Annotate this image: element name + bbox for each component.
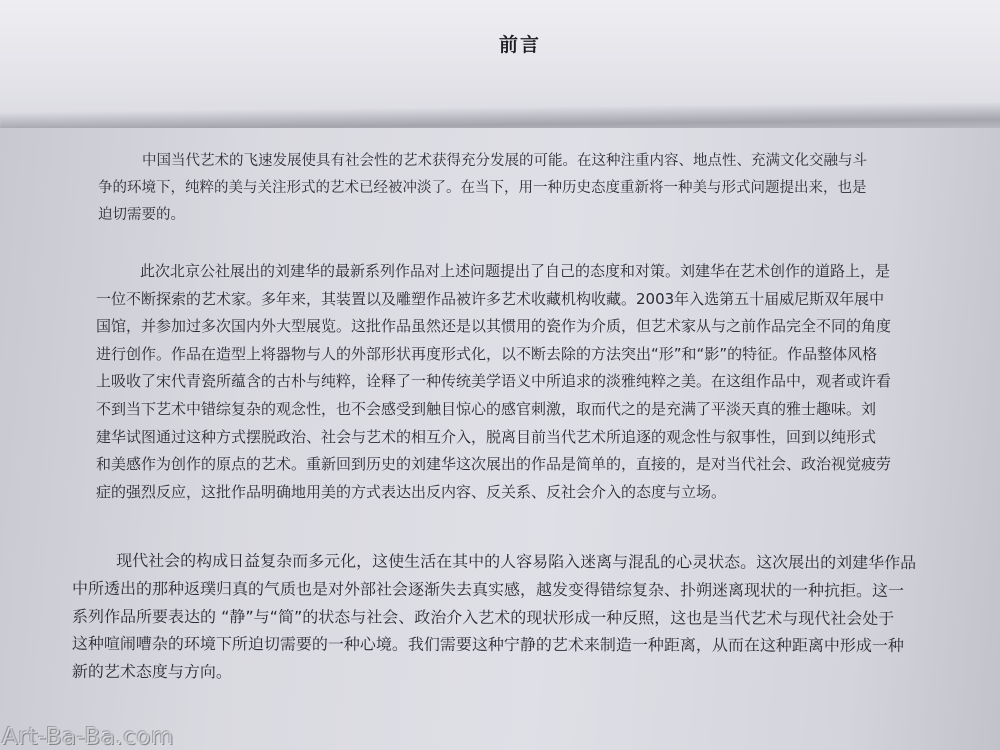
paragraph-line: 上吸收了宋代青瓷所蕴含的古朴与纯粹，诠释了一种传统美学语义中所追求的淡雅纯粹之美。在这组作品中，观者或许看 [96,372,892,391]
paragraph-line: 和美感作为创作的原点的艺术。重新回到历史的刘建华这次展出的作品是简单的，直接的，是对当代社会、政治视觉疲劳 [96,455,892,474]
paragraph-line: 此次北京公社展出的刘建华的最新系列作品对上述问题提出了自己的态度和对策。刘建华在艺术创作的道路上，是 [140,262,891,280]
paragraph-line: 症的强烈反应，这批作品明确地用美的方式表达出反内容、反关系、反社会介入的态度与立场。 [96,482,727,501]
paragraph-line: 现代社会的构成日益复杂而多元化，这使生活在其中的人容易陷入迷离与混乱的心灵状态。这次展出的刘建华作品 [116,551,917,573]
paragraph-line: 建华试图通过这种方式摆脱政治、社会与艺术的相互介入，脱离目前当代艺术所追逐的观念性与叙事性，回到以纯形式 [96,427,877,446]
paragraph-line: 迫切需要的。 [98,207,185,223]
paragraph-line: 国馆，并参加过多次国内外大型展览。这批作品虽然还是以其惯用的瓷作为介质，但艺术家从与之前作品完全不同的角度 [96,317,892,336]
paragraph-1 [98,148,867,229]
paragraph-line: 这种喧闹嘈杂的环境下所迫切需要的一种心境。我们需要这种宁静的艺术来制造一种距离，从而在这种距离中形成一种 [71,634,904,656]
paragraph-line: 中国当代艺术的飞速发展使具有社会性的艺术获得充分发展的可能。在这种注重内容、地点性、充满文化交融与斗 [142,153,867,169]
paragraph-line: 新的艺术态度与方向。 [71,662,232,682]
paragraph-line: 不到当下艺术中错综复杂的观念性，也不会感受到触目惊心的感官刺激，取而代之的是充满了平淡天真的雅士趣味。刘 [96,399,877,418]
paragraph-line: 系列作品所要表达的 “静”与“简”的状态与社会、政治介入艺术的现状形成一种反照，这也是当代艺术与现代社会处于 [71,606,895,628]
paragraph-3 [72,547,916,688]
paragraph-line: 一位不断探索的艺术家。多年来，其装置以及雕塑作品被许多艺术收藏机构收藏。2003年入选第五十届威尼斯双年展中 [96,289,885,308]
page-title: 前言 [498,34,541,56]
paragraph-line: 进行创作。作品在造型上将器物与人的外部形状再度形式化，以不断去除的方法突出“形”和“影”的特征。作品整体风格 [96,344,878,363]
paragraph-line: 中所透出的那种返璞归真的气质也是对外部社会逐渐失去真实感，越发变得错综复杂、扑朔迷离现状的一种抗拒。这一 [72,578,905,600]
watermark: Art-Ba-Ba.com [2,724,174,750]
paragraph-line: 争的环境下，纯粹的美与关注形式的艺术已经被冲淡了。在当下，用一种历史态度重新将一种美与形式问题提出来，也是 [98,180,867,196]
paragraph-2 [96,258,891,506]
